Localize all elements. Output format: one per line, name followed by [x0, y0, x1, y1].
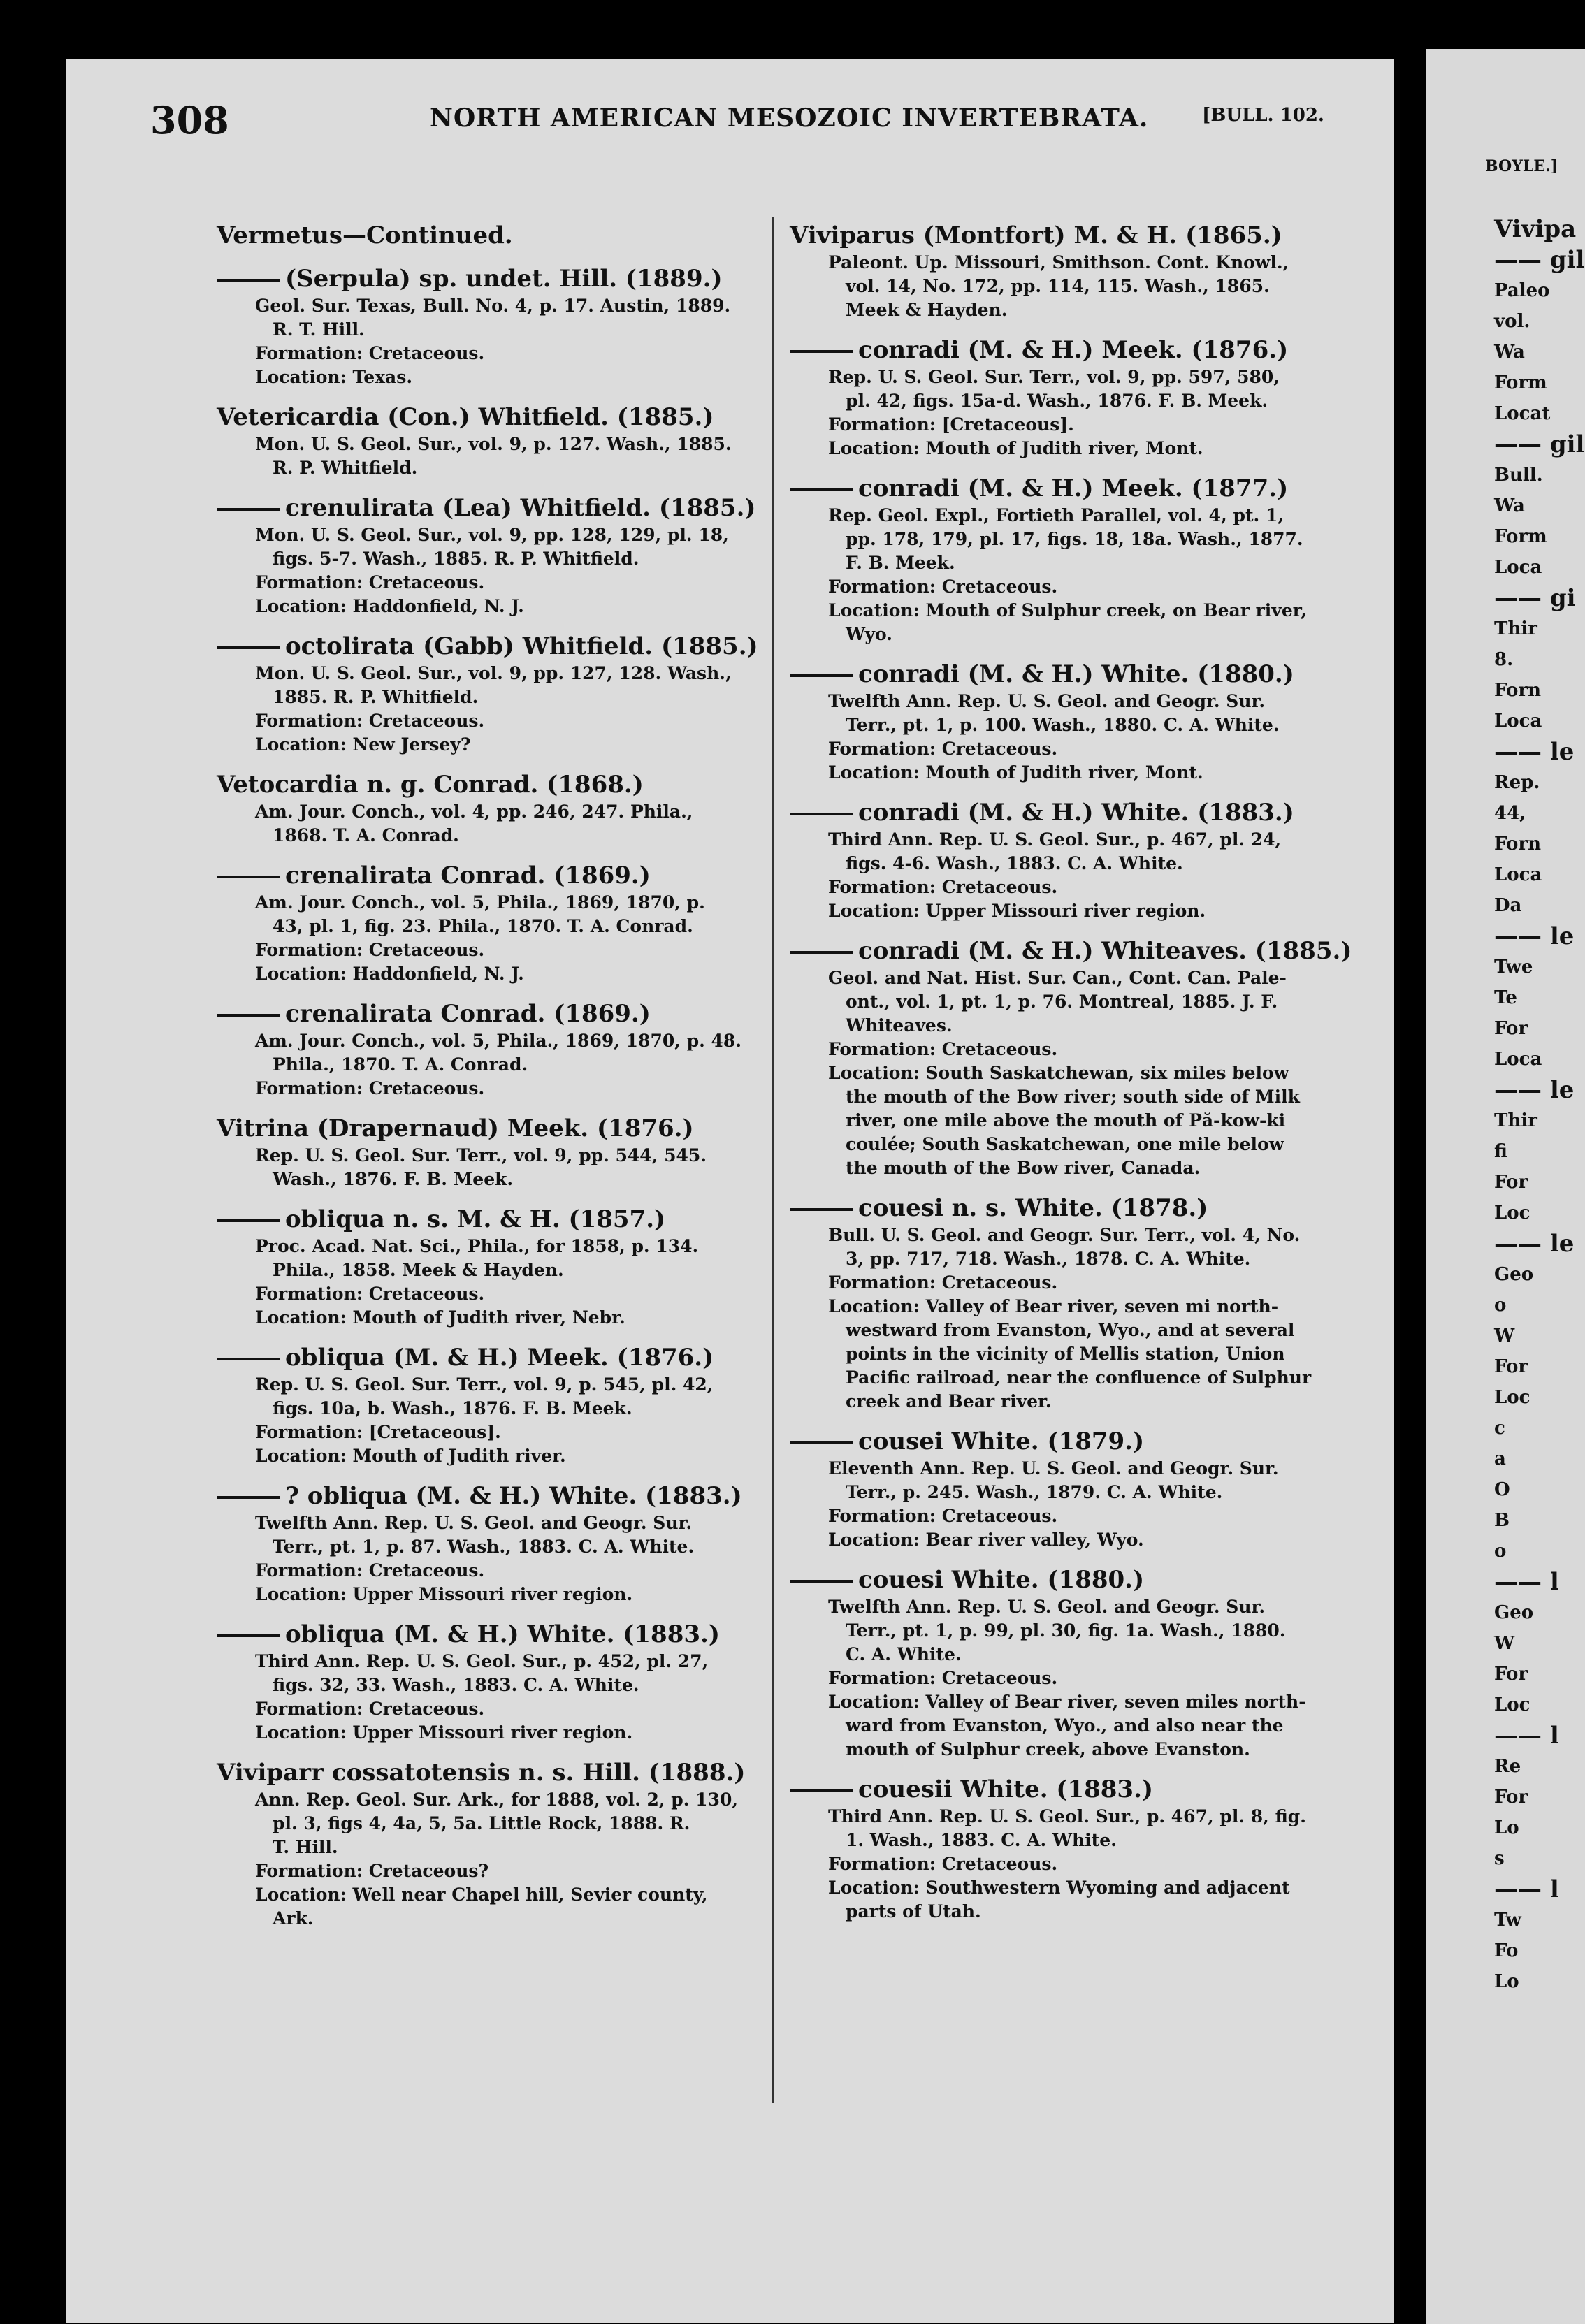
entry-line: Location: Texas.	[255, 367, 413, 387]
fragment-line: Fo	[1494, 1940, 1519, 1961]
entry-line: Location: Upper Missouri river region.	[255, 1722, 633, 1743]
entry-line: Location: Mouth of Judith river, Nebr.	[255, 1307, 625, 1328]
entry-line: points in the vicinity of Mellis station, Union	[846, 1344, 1285, 1364]
entry-line: Location: South Saskatchewan, six miles below	[828, 1063, 1289, 1083]
entry-heading: (Serpula) sp. undet. Hill. (1889.)	[217, 263, 776, 294]
fragment-line: Lo	[1494, 1971, 1519, 1992]
catalog-entry	[217, 1757, 776, 1931]
fragment-line: Loc	[1494, 1694, 1530, 1715]
fragment-line: Loc	[1494, 1203, 1530, 1223]
entry-line: figs. 32, 33. Wash., 1883. C. A. White.	[273, 1675, 639, 1695]
page-header	[150, 98, 1324, 147]
entry-line: Location: Bear river valley, Wyo.	[828, 1530, 1144, 1550]
entry-line: Geol. Sur. Texas, Bull. No. 4, p. 17. Austin, 1889.	[255, 296, 731, 316]
entry-line: Meek & Hayden.	[846, 300, 1008, 320]
entry-line: Mon. U. S. Geol. Sur., vol. 9, p. 127. Wash., 1885.	[255, 434, 732, 454]
entry-heading: obliqua (M. & H.) Meek. (1876.)	[217, 1342, 776, 1373]
entry-line: T. Hill.	[273, 1837, 338, 1857]
fragment-line: 44,	[1494, 803, 1526, 824]
fragment-line: Rep.	[1494, 772, 1540, 793]
catalog-entry	[217, 1481, 776, 1606]
entry-line: C. A. White.	[846, 1644, 962, 1664]
entry-heading: Vermetus—Continued.	[217, 221, 513, 249]
entry-line: Location: Valley of Bear river, seven miles north-	[828, 1692, 1306, 1712]
entry-line: Eleventh Ann. Rep. U. S. Geol. and Geogr. Sur.	[828, 1458, 1279, 1479]
entry-line: Wyo.	[846, 624, 892, 644]
entry-line: Formation: Cretaceous.	[255, 940, 485, 960]
catalog-entry	[217, 998, 776, 1101]
fragment-line: —— gi	[1494, 584, 1576, 612]
entry-heading: Vetericardia (Con.) Whitfield. (1885.)	[217, 403, 714, 431]
bulletin-reference: [BULL. 102.	[1202, 105, 1324, 126]
entry-line: Ann. Rep. Geol. Sur. Ark., for 1888, vol. 2, p. 130,	[255, 1789, 739, 1810]
fragment-line: For	[1494, 1664, 1528, 1685]
fragment-line: vol.	[1494, 311, 1530, 332]
entry-line: Formation: [Cretaceous].	[255, 1422, 501, 1442]
entry-line: ont., vol. 1, pt. 1, p. 76. Montreal, 1885. J. F.	[846, 992, 1278, 1012]
entry-line: Rep. U. S. Geol. Sur. Terr., vol. 9, p. 545, pl. 42,	[255, 1374, 714, 1395]
page-number: 308	[150, 98, 229, 143]
entry-line: Formation: Cretaceous.	[255, 1078, 485, 1098]
entry-line: Formation: [Cretaceous].	[828, 414, 1074, 435]
catalog-entry	[217, 402, 776, 480]
next-page-fragment	[1426, 214, 1585, 1997]
entry-line: Formation: Cretaceous.	[828, 1854, 1058, 1874]
fragment-line: Locat	[1494, 403, 1551, 424]
entry-line: the mouth of the Bow river, Canada.	[846, 1158, 1201, 1178]
fragment-line: Da	[1494, 895, 1522, 916]
entry-line: Terr., p. 245. Wash., 1879. C. A. White.	[846, 1482, 1223, 1502]
entry-line: 1868. T. A. Conrad.	[273, 825, 459, 845]
entry-line: Location: Valley of Bear river, seven mi north-	[828, 1296, 1279, 1316]
entry-line: Location: Well near Chapel hill, Sevier county,	[255, 1884, 708, 1905]
entry-heading: crenalirata Conrad. (1869.)	[217, 860, 776, 891]
catalog-entry	[790, 220, 1349, 322]
fragment-line: —— gil	[1494, 430, 1585, 458]
entry-line: Location: New Jersey?	[255, 734, 471, 755]
entry-heading: ? obliqua (M. & H.) White. (1883.)	[217, 1481, 776, 1511]
entry-line: 1885. R. P. Whitfield.	[273, 687, 479, 707]
catalog-entry	[790, 335, 1349, 460]
right-column	[790, 220, 1352, 1936]
entry-line: Formation: Cretaceous.	[255, 711, 485, 731]
entry-line: Mon. U. S. Geol. Sur., vol. 9, pp. 127, 128. Wash.,	[255, 663, 732, 683]
entry-line: Rep. U. S. Geol. Sur. Terr., vol. 9, pp. 597, 580,	[828, 367, 1280, 387]
fragment-line: o	[1494, 1295, 1507, 1316]
catalog-entry	[217, 1342, 776, 1468]
fragment-line: —— le	[1494, 922, 1575, 950]
catalog-entry	[217, 631, 776, 757]
entry-line: Terr., pt. 1, p. 87. Wash., 1883. C. A. White.	[273, 1537, 695, 1557]
entry-line: Twelfth Ann. Rep. U. S. Geol. and Geogr. Sur.	[828, 1597, 1266, 1617]
entry-line: Mon. U. S. Geol. Sur., vol. 9, pp. 128, 129, pl. 18,	[255, 525, 729, 545]
entry-heading: couesii White. (1883.)	[790, 1774, 1349, 1805]
fragment-line: Thir	[1494, 618, 1537, 639]
entry-line: Location: Mouth of Judith river.	[255, 1446, 566, 1466]
fragment-line: fi	[1494, 1141, 1507, 1162]
entry-line: Phila., 1870. T. A. Conrad.	[273, 1054, 528, 1075]
entry-line: Twelfth Ann. Rep. U. S. Geol. and Geogr. Sur.	[255, 1513, 693, 1533]
entry-line: Am. Jour. Conch., vol. 4, pp. 246, 247. Phila.,	[255, 801, 693, 822]
fragment-line: a	[1494, 1448, 1506, 1469]
fragment-line: Paleo	[1494, 280, 1550, 301]
entry-heading: Viviparr cossatotensis n. s. Hill. (1888.)	[217, 1759, 746, 1787]
entry-line: Third Ann. Rep. U. S. Geol. Sur., p. 467, pl. 8, fig.	[828, 1806, 1306, 1826]
fragment-line: W	[1494, 1326, 1515, 1346]
entry-line: Third Ann. Rep. U. S. Geol. Sur., p. 452, pl. 27,	[255, 1651, 709, 1671]
catalog-entry	[790, 659, 1349, 785]
entry-heading: Vetocardia n. g. Conrad. (1868.)	[217, 771, 644, 799]
fragment-line: For	[1494, 1018, 1528, 1039]
fragment-line: For	[1494, 1787, 1528, 1808]
fragment-line: s	[1494, 1848, 1505, 1869]
fragment-line: o	[1494, 1541, 1507, 1562]
catalog-entry	[790, 1193, 1349, 1414]
entry-line: Rep. U. S. Geol. Sur. Terr., vol. 9, pp. 544, 545.	[255, 1145, 707, 1165]
fragment-line: —— le	[1494, 1076, 1575, 1104]
fragment-line: c	[1494, 1418, 1505, 1439]
fragment-line: Geo	[1494, 1264, 1534, 1285]
fragment-line: W	[1494, 1633, 1515, 1654]
entry-line: Formation: Cretaceous.	[255, 572, 485, 593]
entry-line: ward from Evanston, Wyo., and also near the	[846, 1715, 1284, 1736]
entry-heading: conradi (M. & H.) Whiteaves. (1885.)	[790, 936, 1349, 966]
entry-line: R. P. Whitfield.	[273, 458, 418, 478]
entry-heading: crenalirata Conrad. (1869.)	[217, 998, 776, 1029]
fragment-line: Loc	[1494, 1387, 1530, 1408]
entry-line: mouth of Sulphur creek, above Evanston.	[846, 1739, 1250, 1759]
fragment-line: —— l	[1494, 1722, 1559, 1750]
entry-line: Formation: Cretaceous.	[255, 1699, 485, 1719]
fragment-line: —— gil	[1494, 246, 1585, 274]
entry-line: creek and Bear river.	[846, 1391, 1052, 1411]
entry-line: Pacific railroad, near the confluence of Sulphur	[846, 1367, 1312, 1388]
entry-line: Location: Mouth of Judith river, Mont.	[828, 438, 1203, 458]
catalog-entry	[217, 493, 776, 618]
fragment-line: Vivipa	[1494, 215, 1577, 243]
entry-heading: conradi (M. & H.) White. (1880.)	[790, 659, 1349, 690]
entry-line: 43, pl. 1, fig. 23. Phila., 1870. T. A. Conrad.	[273, 916, 693, 936]
catalog-entry	[217, 1619, 776, 1745]
catalog-entry	[217, 1204, 776, 1330]
fragment-line: For	[1494, 1172, 1528, 1193]
fragment-line: Tw	[1494, 1910, 1521, 1931]
entry-heading: conradi (M. & H.) Meek. (1876.)	[790, 335, 1349, 365]
entry-line: pl. 42, figs. 15a-d. Wash., 1876. F. B. Meek.	[846, 391, 1268, 411]
entry-heading: octolirata (Gabb) Whitfield. (1885.)	[217, 631, 776, 662]
entry-line: Formation: Cretaceous.	[255, 343, 485, 363]
entry-line: Phila., 1858. Meek & Hayden.	[273, 1260, 564, 1280]
entry-line: R. T. Hill.	[273, 319, 365, 340]
catalog-entry	[217, 263, 776, 389]
catalog-entry	[217, 769, 776, 848]
catalog-entry	[217, 1113, 776, 1191]
fragment-line: Te	[1494, 987, 1517, 1008]
entry-line: Location: Upper Missouri river region.	[255, 1584, 633, 1604]
entry-line: Location: Mouth of Sulphur creek, on Bear river,	[828, 600, 1307, 620]
entry-line: Whiteaves.	[846, 1015, 953, 1036]
fragment-line: For	[1494, 1356, 1528, 1377]
catalog-entry	[790, 473, 1349, 646]
entry-heading: Viviparus (Montfort) M. & H. (1865.)	[790, 221, 1282, 249]
entry-line: Formation: Cretaceous.	[255, 1560, 485, 1581]
catalog-entry	[217, 860, 776, 986]
entry-line: westward from Evanston, Wyo., and at several	[846, 1320, 1295, 1340]
fragment-line: Loca	[1494, 864, 1542, 885]
fragment-line: Loca	[1494, 557, 1542, 578]
entry-line: Location: Southwestern Wyoming and adjacent	[828, 1878, 1290, 1898]
entry-heading: conradi (M. & H.) Meek. (1877.)	[790, 473, 1349, 504]
entry-line: the mouth of the Bow river; south side of Milk	[846, 1087, 1300, 1107]
entry-heading: cousei White. (1879.)	[790, 1426, 1349, 1457]
fragment-line: Wa	[1494, 342, 1525, 363]
entry-heading: couesi White. (1880.)	[790, 1564, 1349, 1595]
entry-line: pl. 3, figs 4, 4a, 5, 5a. Little Rock, 1888. R.	[273, 1813, 690, 1833]
entry-line: figs. 5-7. Wash., 1885. R. P. Whitfield.	[273, 549, 639, 569]
entry-line: Ark.	[273, 1908, 314, 1929]
entry-line: Location: Haddonfield, N. J.	[255, 964, 524, 984]
fragment-line: O	[1494, 1479, 1510, 1500]
catalog-entry	[790, 936, 1352, 1180]
entry-line: Formation: Cretaceous?	[255, 1861, 489, 1881]
fragment-line: Lo	[1494, 1817, 1519, 1838]
fragment-line: —— l	[1494, 1568, 1559, 1596]
entry-line: Formation: Cretaceous.	[828, 739, 1058, 759]
entry-line: Proc. Acad. Nat. Sci., Phila., for 1858, p. 134.	[255, 1236, 699, 1256]
fragment-line: Geo	[1494, 1602, 1534, 1623]
entry-line: vol. 14, No. 172, pp. 114, 115. Wash., 1865.	[846, 276, 1270, 296]
entry-line: Formation: Cretaceous.	[828, 576, 1058, 597]
entry-line: river, one mile above the mouth of Pă-kow-ki	[846, 1110, 1286, 1131]
next-page-header: BOYLE.]	[1485, 157, 1558, 175]
fragment-line: Re	[1494, 1756, 1521, 1777]
entry-line: Am. Jour. Conch., vol. 5, Phila., 1869, 1870, p. 48.	[255, 1031, 742, 1051]
fragment-line: Bull.	[1494, 465, 1543, 486]
catalog-entry	[790, 1426, 1349, 1552]
catalog-entry	[790, 1774, 1349, 1924]
catalog-entry	[790, 1564, 1349, 1762]
entry-line: Twelfth Ann. Rep. U. S. Geol. and Geogr. Sur.	[828, 691, 1266, 711]
entry-line: Terr., pt. 1, p. 99, pl. 30, fig. 1a. Wash., 1880.	[846, 1620, 1286, 1641]
fragment-line: Thir	[1494, 1110, 1537, 1131]
entry-heading: crenulirata (Lea) Whitfield. (1885.)	[217, 493, 776, 523]
entry-line: Location: Haddonfield, N. J.	[255, 596, 524, 616]
entry-line: figs. 4-6. Wash., 1883. C. A. White.	[846, 853, 1183, 873]
entry-heading: Vitrina (Drapernaud) Meek. (1876.)	[217, 1114, 694, 1142]
fragment-line: Forn	[1494, 834, 1541, 855]
catalog-entry	[790, 797, 1349, 923]
entry-line: Formation: Cretaceous.	[255, 1284, 485, 1304]
entry-line: 1. Wash., 1883. C. A. White.	[846, 1830, 1117, 1850]
entry-line: Third Ann. Rep. U. S. Geol. Sur., p. 467, pl. 24,	[828, 829, 1282, 850]
entry-line: figs. 10a, b. Wash., 1876. F. B. Meek.	[273, 1398, 632, 1418]
entry-line: Geol. and Nat. Hist. Sur. Can., Cont. Can. Pale-	[828, 968, 1287, 988]
catalog-entry	[217, 220, 776, 251]
running-title: NORTH AMERICAN MESOZOIC INVERTEBRATA.	[430, 103, 1149, 133]
fragment-line: —— le	[1494, 738, 1575, 766]
entry-heading: conradi (M. & H.) White. (1883.)	[790, 797, 1349, 828]
entry-line: Formation: Cretaceous.	[828, 1506, 1058, 1526]
entry-line: pp. 178, 179, pl. 17, figs. 18, 18a. Wash., 1877.	[846, 529, 1303, 549]
fragment-line: Loca	[1494, 711, 1542, 732]
entry-line: Formation: Cretaceous.	[828, 877, 1058, 897]
entry-heading: obliqua n. s. M. & H. (1857.)	[217, 1204, 776, 1235]
fragment-line: Form	[1494, 372, 1547, 393]
entry-line: Formation: Cretaceous.	[828, 1272, 1058, 1293]
fragment-line: Form	[1494, 526, 1547, 547]
fragment-line: Forn	[1494, 680, 1541, 701]
entry-line: parts of Utah.	[846, 1901, 981, 1922]
fragment-line: Loca	[1494, 1049, 1542, 1070]
fragment-line: Twe	[1494, 957, 1533, 978]
fragment-line: —— l	[1494, 1875, 1559, 1903]
entry-line: Rep. Geol. Expl., Fortieth Parallel, vol. 4, pt. 1,	[828, 505, 1284, 525]
entry-heading: couesi n. s. White. (1878.)	[790, 1193, 1349, 1223]
fragment-line: Wa	[1494, 495, 1525, 516]
entry-line: coulée; South Saskatchewan, one mile below	[846, 1134, 1284, 1154]
next-page-edge	[1426, 49, 1585, 2324]
left-column	[217, 220, 776, 1943]
entry-line: Am. Jour. Conch., vol. 5, Phila., 1869, 1870, p.	[255, 892, 705, 913]
fragment-line: B	[1494, 1510, 1510, 1531]
fragment-line: —— le	[1494, 1230, 1575, 1258]
entry-line: Wash., 1876. F. B. Meek.	[273, 1169, 514, 1189]
entry-heading: obliqua (M. & H.) White. (1883.)	[217, 1619, 776, 1650]
entry-line: 3, pp. 717, 718. Wash., 1878. C. A. White.	[846, 1249, 1251, 1269]
fragment-line: 8.	[1494, 649, 1514, 670]
entry-line: F. B. Meek.	[846, 553, 955, 573]
entry-line: Paleont. Up. Missouri, Smithson. Cont. Knowl.,	[828, 252, 1289, 273]
entry-line: Location: Mouth of Judith river, Mont.	[828, 762, 1203, 783]
entry-line: Bull. U. S. Geol. and Geogr. Sur. Terr., vol. 4, No.	[828, 1225, 1301, 1245]
entry-line: Location: Upper Missouri river region.	[828, 901, 1206, 921]
entry-line: Terr., pt. 1, p. 100. Wash., 1880. C. A. White.	[846, 715, 1280, 735]
entry-line: Formation: Cretaceous.	[828, 1668, 1058, 1688]
entry-line: Formation: Cretaceous.	[828, 1039, 1058, 1059]
